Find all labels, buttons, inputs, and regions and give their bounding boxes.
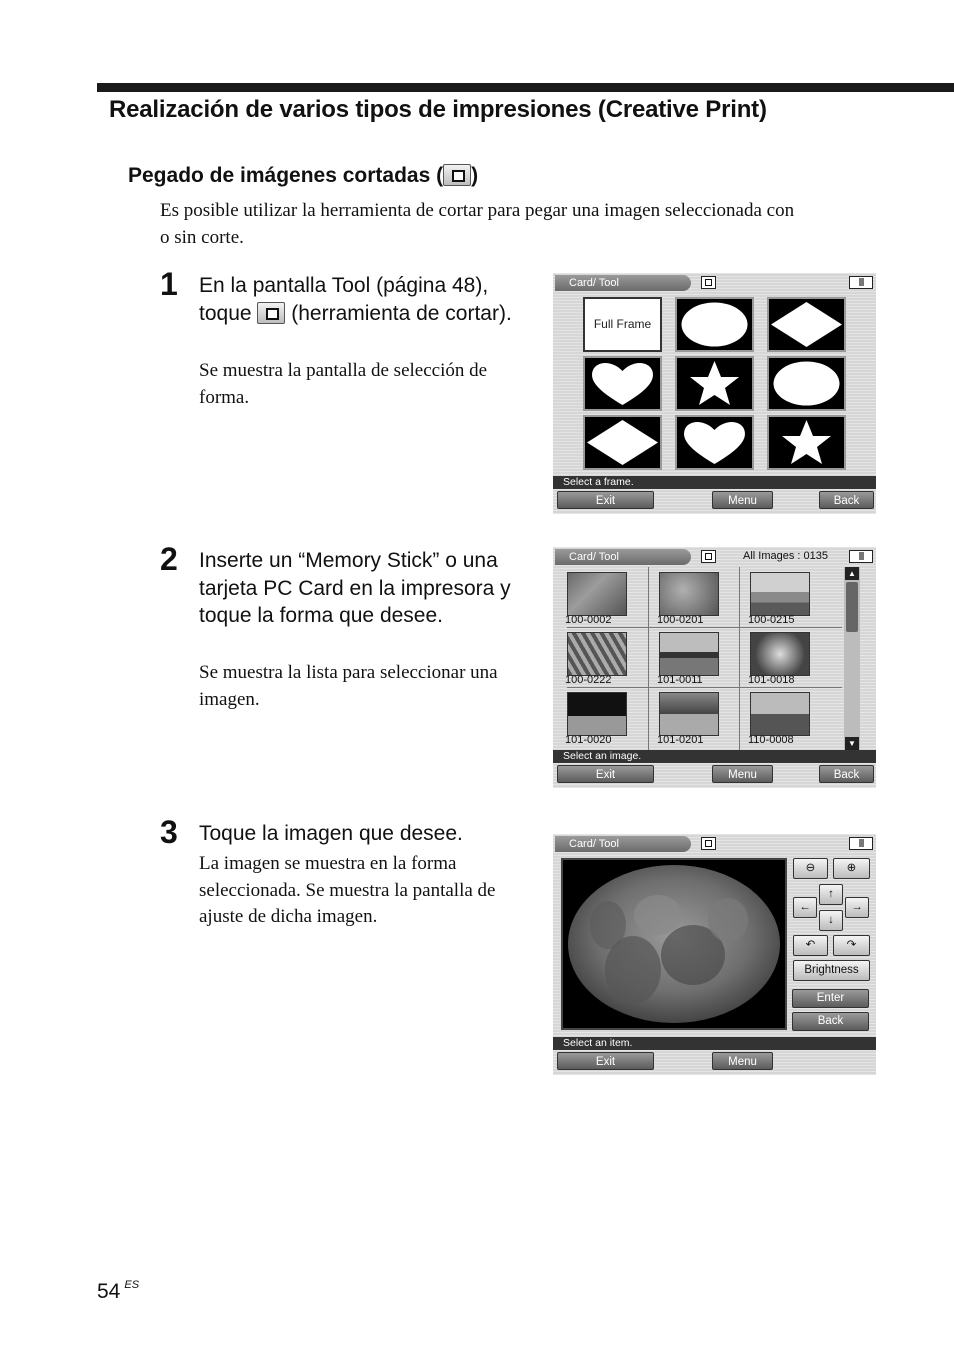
- step-3-number: 3: [160, 814, 178, 850]
- zoom-out-button[interactable]: [793, 858, 828, 879]
- status-bar: Select a frame.: [553, 476, 876, 489]
- thumbnail-label: 101-0011: [657, 674, 703, 686]
- thumbnail-label: 101-0018: [748, 674, 795, 686]
- frame-oval-button[interactable]: [767, 356, 846, 411]
- card-tool-tab[interactable]: Card/ Tool: [555, 549, 691, 565]
- move-left-button[interactable]: [793, 897, 817, 918]
- step-1-body: Se muestra la pantalla de selección de forma.: [199, 360, 488, 408]
- status-bar: Select an image.: [553, 750, 876, 763]
- scrollbar[interactable]: [844, 567, 860, 750]
- image-thumbnail[interactable]: [750, 572, 810, 616]
- image-list-screen: [553, 547, 876, 788]
- battery-icon: [849, 276, 873, 289]
- back-button[interactable]: Back: [819, 765, 874, 783]
- frame-heart-button[interactable]: [583, 356, 662, 411]
- thumbnail-label: 100-0201: [657, 614, 704, 626]
- zoom-in-icon: ⊕: [846, 862, 857, 874]
- step-2-heading: Inserte un “Memory Stick” o una tarjeta PC Card en la impresora y toque la forma que desee.: [199, 549, 511, 627]
- image-thumbnail[interactable]: [750, 692, 810, 736]
- thumbnail-cell[interactable]: [649, 687, 739, 747]
- arrow-right-icon: →: [851, 901, 863, 913]
- cut-tool-icon: [443, 164, 471, 186]
- step-1-heading: [199, 272, 539, 327]
- cut-tool-icon: [701, 837, 716, 850]
- scroll-up-icon[interactable]: ▲: [845, 567, 859, 580]
- grid-divider: [648, 567, 649, 750]
- star-shape-icon: [677, 358, 752, 409]
- rotate-left-button[interactable]: [793, 935, 828, 956]
- brightness-button[interactable]: Brightness: [793, 960, 870, 981]
- step-1-heading-before: En la pantalla Tool (página 48), toque: [199, 274, 489, 325]
- thumbnail-cell[interactable]: [557, 627, 647, 687]
- frame-select-screen: [553, 273, 876, 514]
- header-rule: [97, 83, 954, 92]
- menu-button[interactable]: Menu: [712, 491, 773, 509]
- cut-tool-icon: [257, 302, 285, 324]
- exit-button[interactable]: Exit: [557, 491, 654, 509]
- thumbnail-cell[interactable]: [649, 567, 739, 627]
- thumbnail-label: 100-0002: [565, 614, 612, 626]
- page-number: [97, 1279, 139, 1304]
- section-title: [128, 164, 478, 188]
- image-thumbnail[interactable]: [659, 692, 719, 736]
- thumbnail-label: 110-0008: [748, 734, 794, 746]
- thumbnail-cell[interactable]: [649, 627, 739, 687]
- frame-oval-button[interactable]: [675, 297, 754, 352]
- rotate-right-button[interactable]: [833, 935, 870, 956]
- move-up-button[interactable]: [819, 884, 843, 905]
- menu-button[interactable]: Menu: [712, 765, 773, 783]
- image-thumbnail[interactable]: [659, 572, 719, 616]
- arrow-down-icon: ↓: [828, 914, 834, 926]
- thumbnail-cell[interactable]: [740, 567, 830, 627]
- scroll-down-icon[interactable]: ▼: [845, 737, 859, 750]
- page-number-value: 54: [97, 1280, 121, 1303]
- cut-tool-icon: [701, 276, 716, 289]
- diamond-shape-icon: [585, 417, 660, 468]
- oval-shape-icon: [677, 299, 752, 350]
- zoom-out-icon: ⊖: [805, 862, 816, 874]
- diamond-shape-icon: [769, 299, 844, 350]
- image-thumbnail[interactable]: [659, 632, 719, 676]
- exit-button[interactable]: Exit: [557, 1052, 654, 1070]
- thumbnail-label: 100-0222: [565, 674, 612, 686]
- move-right-button[interactable]: [845, 897, 869, 918]
- frame-diamond-button[interactable]: [583, 415, 662, 470]
- status-bar: Select an item.: [553, 1037, 876, 1050]
- step-2-body: Se muestra la lista para seleccionar una imagen.: [199, 662, 498, 710]
- menu-button[interactable]: Menu: [712, 1052, 773, 1070]
- rotate-left-icon: ↶: [805, 939, 816, 951]
- exit-button[interactable]: Exit: [557, 765, 654, 783]
- preview-area[interactable]: [561, 858, 787, 1030]
- arrow-up-icon: ↑: [828, 888, 834, 900]
- adjust-screen: [553, 834, 876, 1075]
- thumbnail-cell[interactable]: [557, 687, 647, 747]
- image-thumbnail[interactable]: [567, 692, 627, 736]
- thumbnail-cell[interactable]: [557, 567, 647, 627]
- card-tool-tab[interactable]: Card/ Tool: [555, 275, 691, 291]
- back-button[interactable]: Back: [819, 491, 874, 509]
- battery-icon: [849, 837, 873, 850]
- language-code: ES: [124, 1279, 140, 1291]
- move-down-button[interactable]: [819, 910, 843, 931]
- oval-cropped-photo: [563, 860, 785, 1028]
- thumbnail-label: 100-0215: [748, 614, 795, 626]
- frame-star-button[interactable]: [675, 356, 754, 411]
- cut-tool-icon: [701, 550, 716, 563]
- scroll-thumb[interactable]: [846, 582, 858, 632]
- page-title: Realización de varios tipos de impresiones (Creative Print): [109, 96, 767, 123]
- step-3-heading: Toque la imagen que desee.: [199, 822, 463, 845]
- image-counter: All Images : 0135: [743, 550, 828, 562]
- step-2-number: 2: [160, 541, 178, 577]
- step-1-heading-after: (herramienta de cortar).: [285, 301, 512, 325]
- thumbnail-cell[interactable]: [740, 627, 830, 687]
- thumbnail-label: 101-0020: [565, 734, 612, 746]
- image-thumbnail[interactable]: [567, 632, 627, 676]
- frame-full-frame-button[interactable]: Full Frame: [583, 297, 662, 352]
- back-button[interactable]: Back: [792, 1012, 869, 1031]
- section-title-after: ): [471, 164, 479, 187]
- step-3-body: La imagen se muestra en la forma seleccionada. Se muestra la pantalla de ajuste de dicha imagen.: [199, 853, 496, 927]
- battery-icon: [849, 550, 873, 563]
- oval-shape-icon: [769, 358, 844, 409]
- arrow-left-icon: ←: [799, 901, 811, 913]
- grid-divider: [739, 567, 740, 750]
- heart-shape-icon: [585, 358, 660, 409]
- heart-shape-icon: [677, 417, 752, 468]
- zoom-in-button[interactable]: [833, 858, 870, 879]
- step-1-number: 1: [160, 266, 178, 302]
- image-thumbnail[interactable]: [750, 632, 810, 676]
- rotate-right-icon: ↷: [846, 939, 857, 951]
- image-thumbnail[interactable]: [567, 572, 627, 616]
- frame-diamond-button[interactable]: [767, 297, 846, 352]
- section-intro: Es posible utilizar la herramienta de cortar para pegar una imagen seleccionada con o sin corte.: [160, 200, 795, 248]
- frame-star-button[interactable]: [767, 415, 846, 470]
- thumbnail-cell[interactable]: [740, 687, 830, 747]
- star-shape-icon: [769, 417, 844, 468]
- grid-divider: [567, 687, 842, 688]
- thumbnail-label: 101-0201: [657, 734, 704, 746]
- grid-divider: [567, 627, 842, 628]
- section-title-before: Pegado de imágenes cortadas (: [128, 164, 444, 187]
- enter-button[interactable]: Enter: [792, 989, 869, 1008]
- card-tool-tab[interactable]: Card/ Tool: [555, 836, 691, 852]
- frame-heart-button[interactable]: [675, 415, 754, 470]
